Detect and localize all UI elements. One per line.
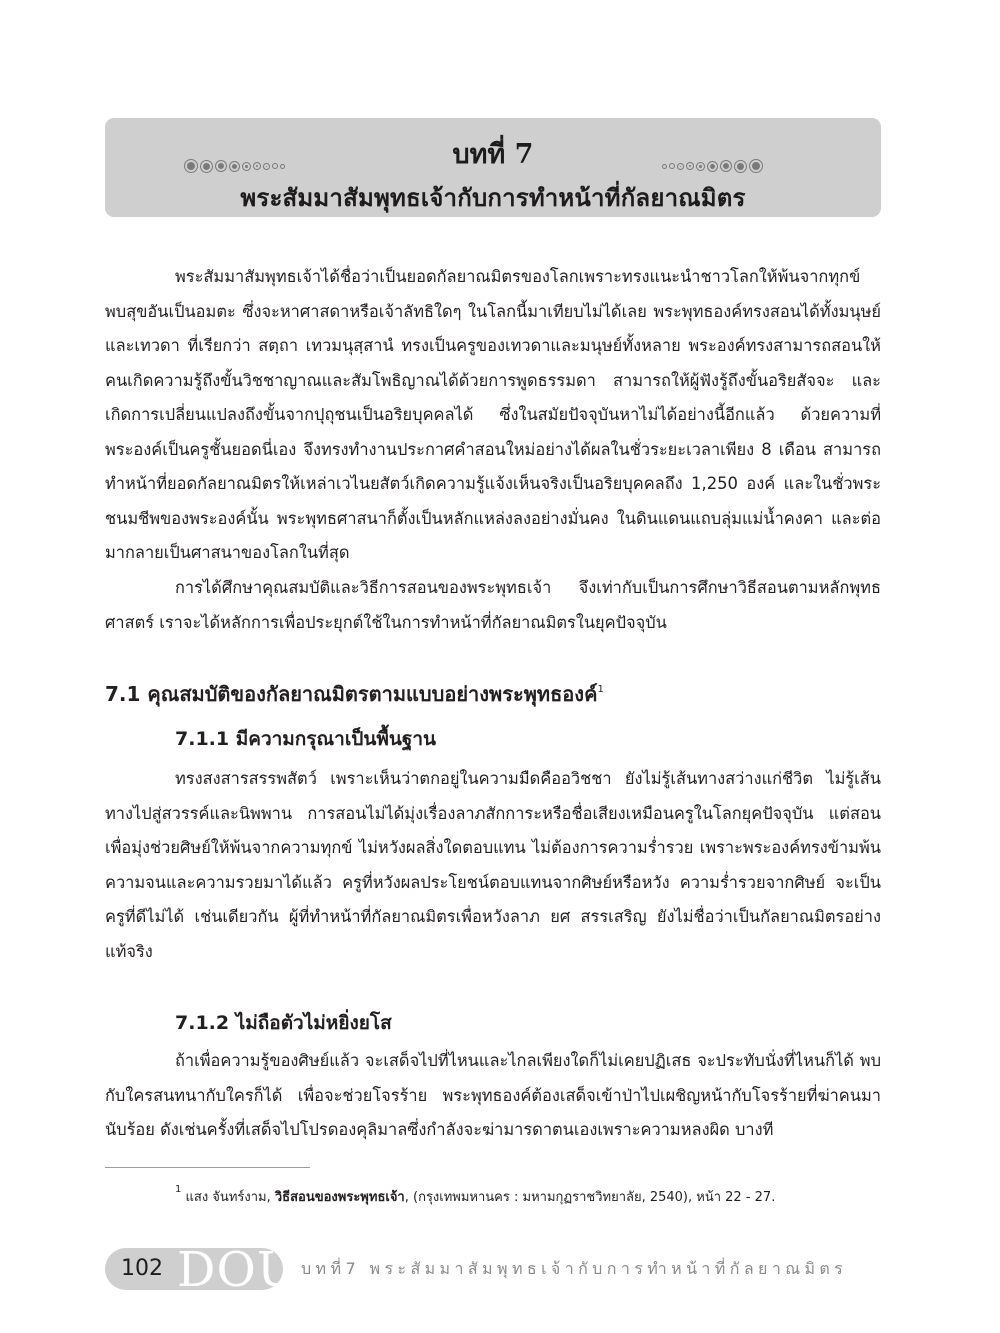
page-number: 102 xyxy=(121,1256,163,1281)
paragraph-compassion: ทรงสงสารสรรพสัตว์ เพราะเห็นว่าตกอยู่ในความมืดคืออวิชชา ยังไม่รู้เส้นทางสว่างแก่ชีวิต ไม่รู้เส้นทางไปสู่สวรรค์และนิพพาน การสอนไม่ได้มุ่งเรื่องลาภสักการะหรือชื่อเสียงเหมือนครูในโลกยุคปัจจุบัน แต่สอนเพื่อมุ่งช่วยศิษย์ให้พ้นจากความทุกข์ ไม่หวังผลสิ่งใดตอบแทน ไม่ต้องการความร่ำรวย เพราะพระองค์ทรงข้ามพ้นความจนและความรวยมาได้แล้ว ครูที่หวังผลประโยชน์ตอบแทนจากศิษย์หรือหวัง ความร่ำรวยจากศิษย์ จะเป็นครูที่ดีไม่ได้ เช่นเดียวกัน ผู้ที่ทำหน้าที่กัลยาณมิตรเพื่อหวังลาภ ยศ สรรเสริญ ยังไม่ชื่อว่าเป็นกัลยาณมิตรอย่างแท้จริง xyxy=(105,769,881,961)
chapter-subtitle: พระสัมมาสัมพุทธเจ้ากับการทำหน้าที่กัลยาณมิตร xyxy=(240,184,746,212)
footnote-mark: 1 xyxy=(175,1184,182,1195)
subsection-heading-7-1-2: 7.1.2 ไม่ถือตัวไม่หยิ่งยโส xyxy=(175,1012,392,1034)
running-title: บทที่7 พระสัมมาสัมพุทธเจ้ากับการทำหน้าที่กัลยาณมิตร xyxy=(301,1259,848,1278)
chapter-banner xyxy=(105,118,881,217)
subsection-heading-7-1-1: 7.1.1 มีความกรุณาเป็นพื้นฐาน xyxy=(175,728,437,750)
dou-logo: DOU xyxy=(177,1242,299,1298)
footnote-book-title: วิธีสอนของพระพุทธเจ้า xyxy=(274,1190,405,1205)
paragraph-intro: พระสัมมาสัมพุทธเจ้าได้ชื่อว่าเป็นยอดกัลยาณมิตรของโลกเพราะทรงแนะนำชาวโลกให้พ้นจากทุกข์ พบสุขอันเป็นอมตะ ซึ่งจะหาศาสดาหรือเจ้าลัทธิใดๆ ในโลกนี้มาเทียบไม่ได้เลย พระพุทธองค์ทรงสอนได้ทั้งมนุษย์และเทวดา ที่เรียกว่า สตฺถา เทวมนุสฺสานํ ทรงเป็นครูของเทวดาและมนุษย์ทั้งหลาย พระองค์ทรงสามารถสอนให้คนเกิดความรู้ถึงขั้นวิชชาญาณและสัมโพธิญาณได้ด้วยการพูดธรรมดา สามารถให้ผู้ฟังรู้ถึงขั้นอริยสัจจะ และเกิดการเปลี่ยนแปลงถึงขั้นจากปุถุชนเป็นอริยบุคคลได้ ซึ่งในสมัยปัจจุบันหาไม่ได้อย่างนี้อีกแล้ว ด้วยความที่พระองค์เป็นครูชั้นยอดนี่เอง จึงทรงทำงานประกาศคำสอนใหม่อย่างได้ผลในชั่วระยะเวลาเพียง 8 เดือน สามารถทำหน้าที่ยอดกัลยาณมิตรให้เหล่าเวไนยสัตว์เกิดความรู้แจ้งเห็นจริงเป็นอริยบุคคลถึง 1,250 องค์ และในชั่วพระชนมชีพของพระองค์นั้น พระพุทธศาสนาก็ตั้งเป็นหลักแหล่งลงอย่างมั่นคง ในดินแดนแถบลุ่มแม่น้ำคงคา และต่อมากลายเป็นศาสนาของโลกในที่สุด xyxy=(105,267,881,562)
footnote-author: แสง จันทร์งาม, xyxy=(185,1190,275,1205)
footnote-ref: 1 xyxy=(597,684,604,695)
ornament-dots-left-icon xyxy=(185,160,284,172)
footnote-citation: , (กรุงเทพมหานคร : มหามกุฏราชวิทยาลัย, 2540), หน้า 22 - 27. xyxy=(404,1190,776,1205)
section-heading-text: 7.1 คุณสมบัติของกัลยาณมิตรตามแบบอย่างพระพุทธองค์ xyxy=(105,682,598,706)
paragraph-humility: ถ้าเพื่อความรู้ของศิษย์แล้ว จะเสด็จไปที่ไหนและไกลเพียงใดก็ไม่เคยปฏิเสธ จะประทับนั่งที่ไหนก็ได้ พบกับใครสนทนากับใครก็ได้ เพื่อจะช่วยโจรร้าย พระพุทธองค์ต้องเสด็จเข้าป่าไปเผชิญหน้ากับโจรร้ายที่ฆ่าคนมานับร้อย ดังเช่นครั้งที่เสด็จไปโปรดองคุลิมาลซึ่งกำลังจะฆ่ามารดาตนเองเพราะความหลงผิด บางที xyxy=(105,1051,881,1139)
section-heading-7-1 xyxy=(105,678,604,710)
paragraph-study: การได้ศึกษาคุณสมบัติและวิธีการสอนของพระพุทธเจ้า จึงเท่ากับเป็นการศึกษาวิธีสอนตามหลักพุทธศาสตร์ เราจะได้หลักการเพื่อประยุกต์ใช้ในการทำหน้าที่กัลยาณมิตรในยุคปัจจุบัน xyxy=(105,578,881,632)
footnote-divider xyxy=(105,1167,310,1168)
page-footer xyxy=(105,1242,895,1298)
page-number-badge xyxy=(105,1242,299,1298)
ornament-dots-right-icon xyxy=(663,160,762,172)
chapter-title: บทที่ 7 xyxy=(452,139,534,170)
footnote xyxy=(175,1184,775,1207)
